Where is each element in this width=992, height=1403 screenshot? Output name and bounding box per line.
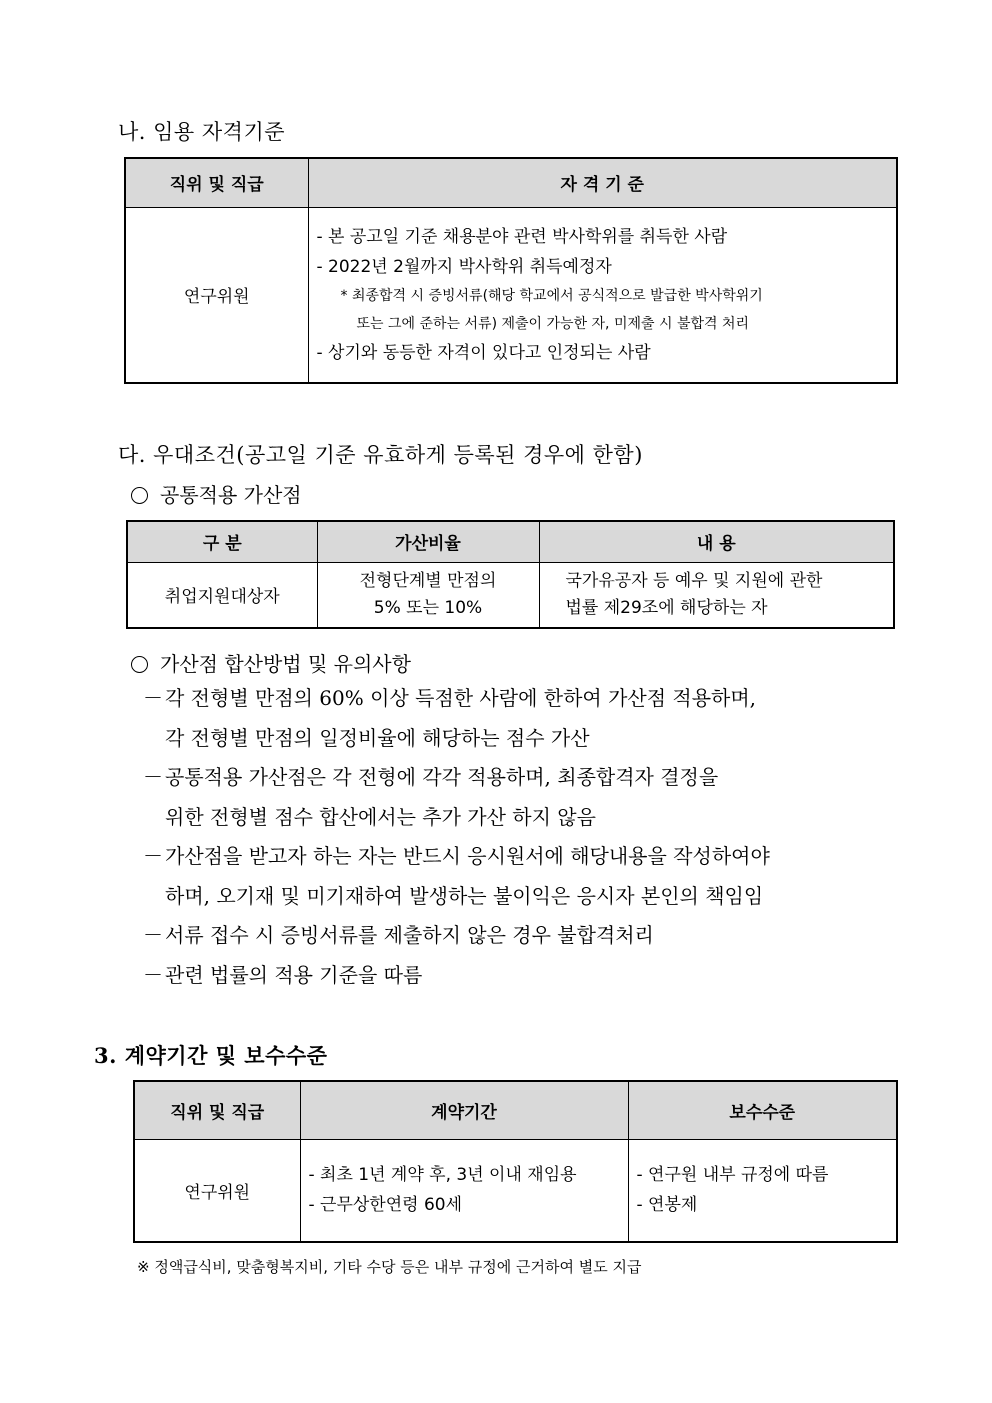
bonus-table xyxy=(126,520,895,629)
section-da-title: 다. 우대조건(공고일 기준 유효하게 등록된 경우에 한함) xyxy=(118,443,643,467)
header-position: 직위 및 직급 xyxy=(134,1081,300,1139)
list-item: － 공통적용 가산점은 각 전형에 각각 적용하며, 최종합격자 결정을 위한 전형별 점수 합산에서는 추가 가산 하지 않음 xyxy=(143,765,719,829)
list-item: － 가산점을 받고자 하는 자는 반드시 응시원서에 해당내용을 작성하여야 하며, 오기재 및 미기재하여 발생하는 불이익은 응시자 본인의 책임임 xyxy=(143,844,770,908)
criteria-item: - 본 공고일 기준 채용분야 관련 박사학위를 취득한 사람 xyxy=(316,226,728,247)
header-category: 구 분 xyxy=(127,521,317,562)
circle-bullet-icon xyxy=(131,656,148,673)
list-item: － 각 전형별 만점의 60% 이상 득점한 사람에 한하여 가산점 적용하며, 각 전형별 만점의 일정비율에 해당하는 점수 가산 xyxy=(143,686,757,750)
header-criteria: 자 격 기 준 xyxy=(308,158,897,207)
criteria-item: - 2022년 2월까지 박사학위 취득예정자 xyxy=(316,256,612,277)
list-item: － 서류 접수 시 증빙서류를 제출하지 않은 경우 불합격처리 xyxy=(143,923,654,947)
header-period: 계약기간 xyxy=(300,1081,628,1139)
footnote: ※ 정액급식비, 맞춤형복지비, 기타 수당 등은 내부 규정에 근거하여 별도 지급 xyxy=(137,1258,642,1276)
content-cell: 국가유공자 등 예우 및 지원에 관한 법률 제29조에 해당하는 자 xyxy=(539,562,894,628)
common-bonus-title: 공통적용 가산점 xyxy=(131,479,302,508)
criteria-cell xyxy=(308,207,897,383)
contract-table xyxy=(133,1080,898,1243)
method-title: 가산점 합산방법 및 유의사항 xyxy=(131,648,411,677)
ratio-cell: 전형단계별 만점의 5% 또는 10% xyxy=(317,562,539,628)
position-cell: 연구위원 xyxy=(125,207,308,383)
header-position: 직위 및 직급 xyxy=(125,158,308,207)
period-cell: - 최초 1년 계약 후, 3년 이내 재임용 - 근무상한연령 60세 xyxy=(300,1139,628,1242)
list-item: － 관련 법률의 적용 기준을 따름 xyxy=(143,962,423,987)
position-cell: 연구위원 xyxy=(134,1139,300,1242)
circle-bullet-icon xyxy=(131,487,148,504)
criteria-item: - 상기와 동등한 자격이 있다고 인정되는 사람 xyxy=(316,342,651,363)
header-pay: 보수수준 xyxy=(628,1081,897,1139)
criteria-note-cont: 또는 그에 준하는 서류) 제출이 가능한 자, 미제출 시 불합격 처리 xyxy=(356,315,750,332)
section-na-title: 나. 임용 자격기준 xyxy=(118,120,286,144)
header-ratio: 가산비율 xyxy=(317,521,539,562)
header-content: 내 용 xyxy=(539,521,894,562)
bonus-notes-list xyxy=(143,679,903,995)
category-cell: 취업지원대상자 xyxy=(127,562,317,628)
pay-cell: - 연구원 내부 규정에 따름 - 연봉제 xyxy=(628,1139,897,1242)
criteria-note: * 최종합격 시 증빙서류(해당 학교에서 공식적으로 발급한 박사학위기 xyxy=(340,287,763,304)
section-3-title: 3. 계약기간 및 보수수준 xyxy=(94,1043,328,1068)
qualification-table xyxy=(124,157,898,384)
